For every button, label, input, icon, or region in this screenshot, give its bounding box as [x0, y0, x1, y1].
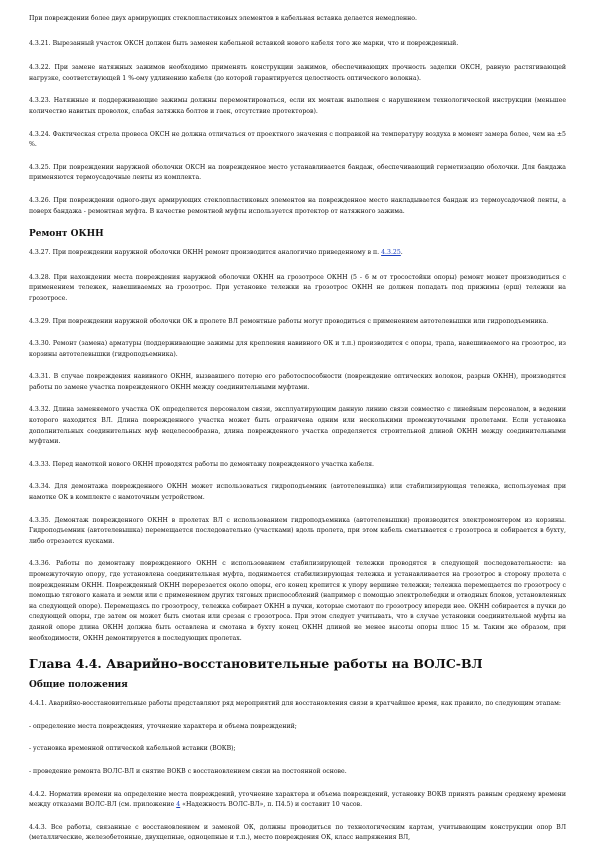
list-item-step-1: - определение места повреждения, уточнение характера и объема повреждений; — [29, 722, 297, 730]
paragraph-4-4-2-text: 4.4.2. Норматив времени на определение места повреждений, уточнение характера и объема повреждений, установку ВОКВ принять равным среднему времени между отказами ВОЛС-ВЛ (см. приложение — [29, 790, 566, 809]
paragraph-4-4-1: 4.4.1. Аварийно-восстановительные работы представляют ряд мероприятий для восстановления связи в кратчайшее время, как правило, по следующим этапам: — [29, 700, 561, 708]
paragraph-4-3-21: 4.3.21. Вырезанный участок ОКСН должен быть заменен кабельной вставкой нового кабеля того же марки, что и поврежденный. — [29, 39, 459, 47]
paragraph-4-3-27 — [29, 248, 566, 259]
paragraph-4-3-27-end: . — [400, 249, 403, 257]
link-appendix-4[interactable]: 4 — [176, 801, 181, 809]
paragraph-4-3-36: 4.3.36. Работы по демонтажу поврежденного ОКНН с использованием стабилизирующей тележки проводятся в следующей последовательности: на промежуточную опору, где установлена соединительная муфта, поднимается стабилизирующая тележка и устанавливается на грозотрос в сторону пролета с поврежденным ОКНН. Поврежденный ОКНН перерезается около опоры, его конец крепится к упору вершине тележки; тележка перемещается по грозотросу с помощью тягового каната и земли или с применением других тяговых приспособлений (например с помощью электролебедки и отводных блоков, установленных на следующей опоре). Перемещаясь по грозотросу, тележка собирает ОКНН в пучки, которые смотают по грозотросу впереди нее. ОКНН собирается в пучки до следующей опоры, где затем он может быть смотан или срезан с грозотроса. При этом следует учитывать, что в случае установки соединительной муфты на данной опоре длина ОКНН должна быть оставлена и смотана в бухту конец ОКНН длиной не менее высоты опоры плюс 15 м. Таким же образом, при необходимости, ОКНН демонтируется в последующих пролетах. — [29, 560, 566, 642]
paragraph-4-3-30: 4.3.30. Ремонт (замена) арматуры (поддерживающие зажимы для крепления навивного ОК и т.п.) производится с опоры, трапа, навешиваемого на грозотрос, из корзины автотелевышки (гидроподъемника). — [29, 340, 566, 358]
paragraph-4-4-3: 4.4.3. Все работы, связанные с восстановлением и заменой ОК, должны проводиться по технологическим картам, учитывающим конструкции опор ВЛ (металлические, железобетонные, двухцепные, одноцепные и т.п.), место повреждения ОК, класс напряжения ВЛ, — [29, 823, 566, 842]
paragraph-4-3-35: 4.3.35. Демонтаж поврежденного ОКНН в пролетах ВЛ с использованием гидроподъемника (автотелевышки) производится электромонтером из корзины. Гидроподъемник (автотелевышка) перемещается последовательно (участками) вдоль пролета, при этом кабель сматывается с грозотроса и собирается в бухту, либо отрезается кусками. — [29, 516, 566, 545]
paragraph-intro: При повреждении более двух армирующих стеклопластиковых элементов в кабельная вставка делается немедленно. — [29, 15, 417, 22]
paragraph-4-3-22: 4.3.22. При замене натяжных зажимов необходимо применять конструкции зажимов, обеспечивающих прочность заделки ОКСН, равную растягивающей нагрузке, соответствующей 1 %-ому удлинению кабеля (до которой гарантируется целостность оптического волокна). — [29, 64, 566, 82]
list-item-step-2: - установка временной оптической кабельной вставки (ВОКВ); — [29, 745, 236, 753]
paragraph-4-4-2 — [29, 790, 566, 811]
paragraph-4-3-27-text: 4.3.27. При повреждении наружной оболочки ОКНН ремонт производится аналогично приведенному в п. — [29, 249, 382, 257]
list-item-step-3: - проведение ремонта ВОЛС-ВЛ и снятие ВОКВ с восстановлением связи на постоянной основе. — [29, 767, 347, 775]
paragraph-4-3-24: 4.3.24. Фактическая стрела провеса ОКСН не должна отличаться от проектного значения с поправкой на температуру воздуха в момент замера более, чем на ±5 %. — [29, 130, 566, 149]
paragraph-4-4-2-end: «Надежность ВОЛС-ВЛ», п. П4.5) и составит 10 часов. — [180, 801, 363, 809]
paragraph-4-3-33: 4.3.33. Перед намоткой нового ОКНН проводятся работы по демонтажу поврежденного участка кабеля. — [29, 460, 375, 468]
paragraph-4-3-29: 4.3.29. При повреждении наружной оболочки ОК в пролете ВЛ ремонтные работы могут проводиться с применением автотелевышки или гидроподъемника. — [29, 317, 549, 325]
paragraph-4-3-28: 4.3.28. При нахождении места повреждения наружной оболочки ОКНН на грозотросе ОКНН (5 - 6 м от тросостойки опоры) ремонт может производиться с применением тележек, навешиваемых на грозотрос. При установке тележки на грозотрос ОКНН не должен попадать под прижимы (ерш) тележки на грозотросе. — [29, 273, 566, 302]
section-heading-okgt-repair: Ремонт ОКНН — [29, 229, 104, 240]
paragraph-4-3-23: 4.3.23. Натяжные и поддерживающие зажимы должны перемонтироваться, если их монтаж выполнен с нарушением технологической инструкции (меньшее количество навитых проволок, слабая затяжка болтов и гаек, отсутствие протекторов). — [29, 97, 566, 115]
paragraph-4-3-25: 4.3.25. При повреждении наружной оболочки ОКСН на поврежденное место устанавливается бандаж, обеспечивающий герметизацию оболочки. Для бандажа применяются термоусадочные ленты из комплекта. — [29, 163, 566, 182]
section-heading-general: Общие положения — [29, 680, 128, 691]
document-page — [29, 14, 566, 856]
paragraph-4-3-26: 4.3.26. При повреждении одного-двух армирующих стеклопластиковых элементов на поврежденное место накладывается бандаж из термоусадочной ленты, а поверх бандажа - ремонтная муфта. В качестве ремонтной муфты используется протектор от натяжного зажима. — [29, 196, 566, 215]
chapter-heading-4-4: Глава 4.4. Аварийно-восстановительные работы на ВОЛС-ВЛ — [29, 656, 483, 672]
link-4-3-25[interactable]: 4.3.25 — [381, 249, 401, 257]
paragraph-4-3-32: 4.3.32. Длина заменяемого участка ОК определяется персоналом связи, эксплуатирующим данную линию связи совместно с линейным персоналом, в ведении которого находится ВЛ. Длина поврежденного участка может быть ограничена одним или несколькими промежуточными пролетами. Если установка дополнительных соединительных муф нецелесообразна, длина поврежденного участка определяется строительной длиной ОКНН между соединительными муфтами. — [29, 406, 566, 446]
paragraph-4-3-31: 4.3.31. В случае повреждения навивного ОКНН, вызвавшего потерю его работоспособности (повреждение оптических волокон, разрыв ОКНН), производятся работы по замене участка поврежденного ОКНН между соединительными муфтами. — [29, 373, 566, 391]
paragraph-4-3-34: 4.3.34. Для демонтажа поврежденного ОКНН может использоваться гидроподъемник (автотелевышка) или стабилизирующая тележка, используемая при намотке ОК в комплекте с намоточным устройством. — [29, 483, 566, 502]
